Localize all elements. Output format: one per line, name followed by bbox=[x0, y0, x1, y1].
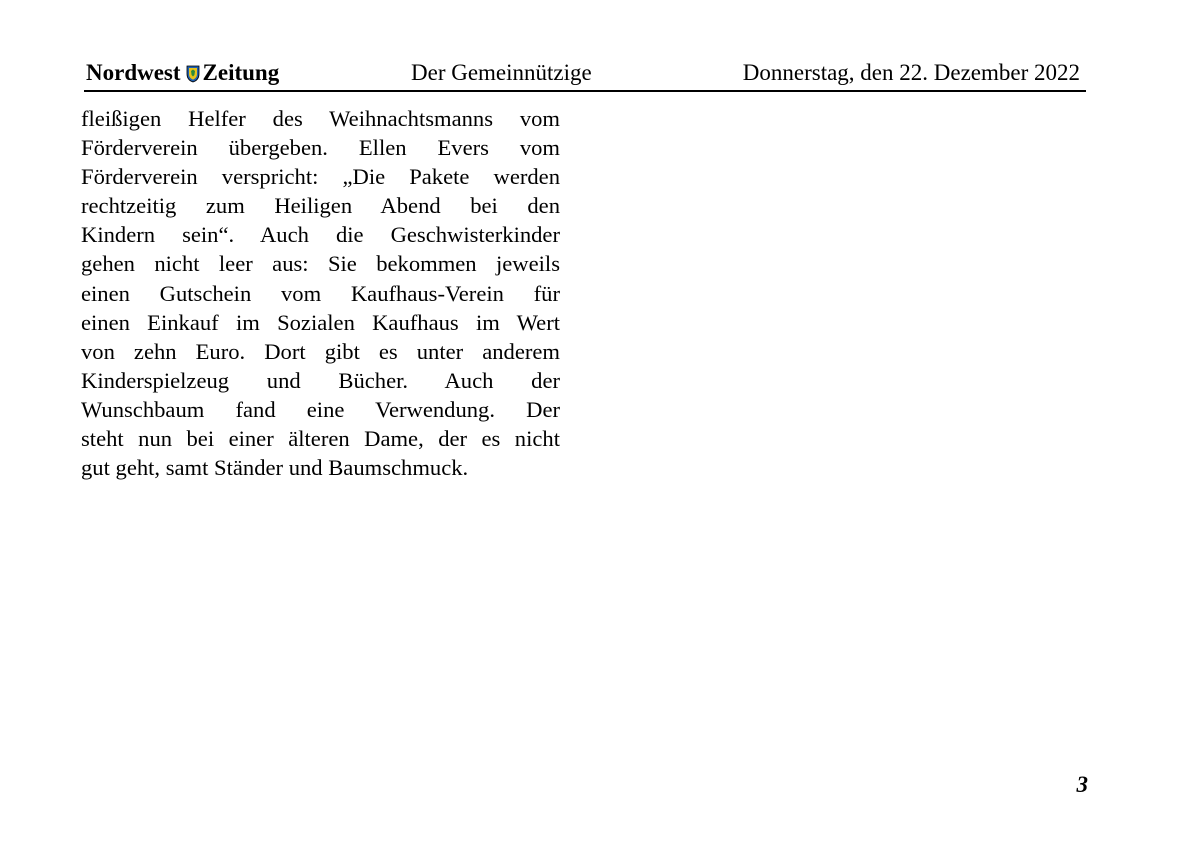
newspaper-masthead bbox=[86, 58, 279, 88]
article-line: Förderverein verspricht: „Die Pakete werden bbox=[81, 164, 560, 190]
article-line: Wunschbaum fand eine Verwendung. Der bbox=[81, 396, 560, 422]
article-line: von zehn Euro. Dort gibt es unter anderem bbox=[81, 338, 560, 364]
article-line: einen Einkauf im Sozialen Kaufhaus im Wert bbox=[81, 309, 560, 335]
article-line: einen Gutschein vom Kaufhaus-Verein für bbox=[81, 280, 560, 306]
article-line: Kinderspielzeug und Bücher. Auch der bbox=[81, 367, 560, 393]
article-line: Kindern sein“. Auch die Geschwisterkinder bbox=[81, 222, 560, 248]
article-line: steht nun bei einer älteren Dame, der es nicht bbox=[81, 426, 560, 452]
article-line: fleißigen Helfer des Weihnachtsmanns vom bbox=[81, 106, 560, 131]
page-header bbox=[86, 58, 1086, 88]
article-line: gut geht, samt Ständer und Baumschmuck. bbox=[81, 455, 469, 481]
article-line: gehen nicht leer aus: Sie bekommen jeweils bbox=[81, 251, 560, 277]
coat-of-arms-icon bbox=[186, 65, 200, 83]
article-line: Förderverein übergeben. Ellen Evers vom bbox=[81, 135, 560, 161]
publication-title: Der Gemeinnützige bbox=[411, 60, 592, 85]
header-divider bbox=[84, 90, 1086, 92]
issue-date: Donnerstag, den 22. Dezember 2022 bbox=[742, 60, 1080, 85]
page-number: 3 bbox=[1076, 772, 1088, 797]
article-line: rechtzeitig zum Heiligen Abend bei den bbox=[81, 193, 560, 219]
masthead-word-zeitung: Zeitung bbox=[202, 60, 280, 85]
masthead-word-nordwest: Nordwest bbox=[86, 60, 181, 85]
article-body bbox=[81, 104, 560, 482]
